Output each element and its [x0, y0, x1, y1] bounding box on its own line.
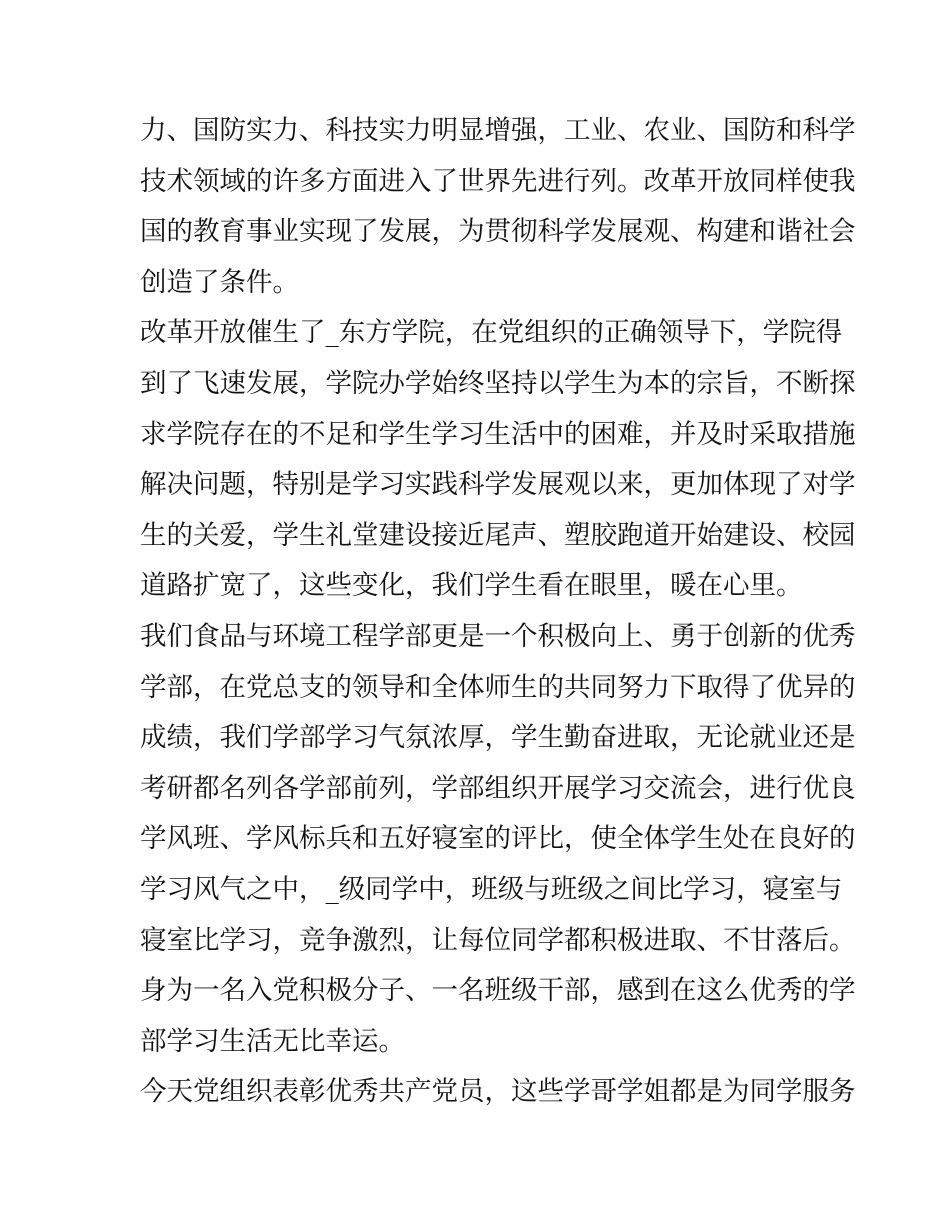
paragraph-1 [140, 106, 856, 308]
text-line: 部学习生活无比幸运。 [140, 1025, 405, 1057]
text-line: 今天党组织表彰优秀共产党员，这些学哥学姐都是为同学服务 [140, 1076, 856, 1108]
text-line: 国的教育事业实现了发展，为贯彻科学发展观、构建和谐社会 [140, 216, 856, 248]
text-line: 力、国防实力、科技实力明显增强，工业、农业、国防和科学 [140, 115, 856, 146]
text-line: 到了飞速发展，学院办学始终坚持以学生为本的宗旨，不断探 [140, 367, 856, 399]
text-line: 生的关爱，学生礼堂建设接近尾声、塑胶跑道开始建设、校园 [140, 519, 856, 551]
text-line: 学风班、学风标兵和五好寝室的评比，使全体学生处在良好的 [140, 823, 856, 855]
text-line: 考研都名列各学部前列，学部组织开展学习交流会，进行优良 [140, 772, 856, 804]
text-line: 技术领域的许多方面进入了世界先进行列。改革开放同样使我 [140, 165, 856, 197]
text-line: 身为一名入党积极分子、一名班级干部，感到在这么优秀的学 [140, 975, 856, 1007]
text-line: 寝室比学习，竞争激烈，让每位同学都积极进取、不甘落后。 [140, 924, 856, 956]
text-line: 求学院存在的不足和学生学习生活中的困难，并及时采取措施 [140, 418, 856, 450]
text-line: 成绩，我们学部学习气氛浓厚，学生勤奋进取，无论就业还是 [140, 722, 856, 754]
text-line: 学部，在党总支的领导和全体师生的共同努力下取得了优异的 [140, 671, 856, 703]
text-line: 解决问题，特别是学习实践科学发展观以来，更加体现了对学 [140, 469, 856, 501]
paragraph-3 [140, 612, 856, 966]
text-line: 创造了条件。 [140, 266, 299, 298]
text-line: 学习风气之中，_级同学中，班级与班级之间比学习，寝室与 [140, 873, 843, 905]
text-line: 我们食品与环境工程学部更是一个积极向上、勇于创新的优秀 [140, 620, 856, 652]
paragraph-5 [140, 1067, 856, 1118]
paragraph-4 [140, 966, 856, 1067]
text-line: 改革开放催生了_东方学院，在党组织的正确领导下，学院得 [140, 317, 843, 349]
paragraph-2 [140, 308, 856, 612]
text-line: 道路扩宽了，这些变化，我们学生看在眼里，暖在心里。 [140, 570, 803, 602]
document-body [140, 106, 856, 1118]
